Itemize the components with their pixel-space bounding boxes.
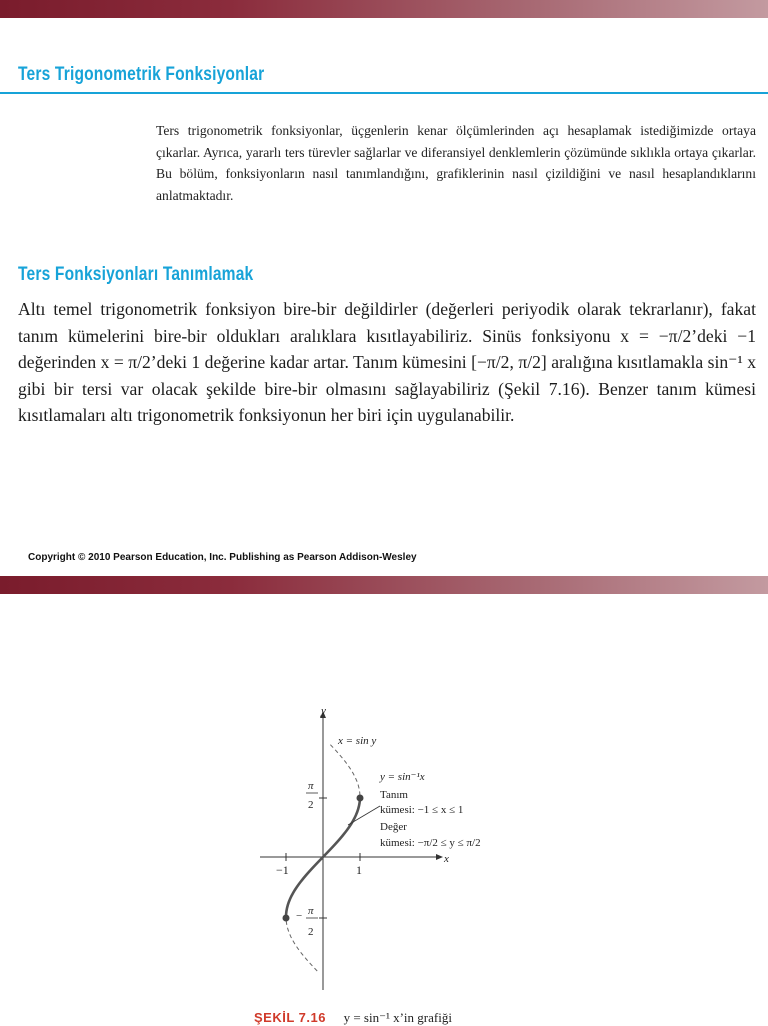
label-domain-1: Tanım [380,789,408,801]
pi-denominator-neg: 2 [308,926,314,938]
label-arcsin: y = sin⁻¹x [380,771,425,783]
top-banner-bar [0,0,768,18]
main-paragraph [18,296,756,429]
main-text: Altı temel trigonometrik fonksiyon bire-bir değildirler (değerleri periyodik olarak tekrarlanır), fakat tanım kümelerini bire-bir oldukları aralıklara kısıtlayabiliriz. Sinüs fonksiyonu x = −π/2’deki −1 değerinden x = π/2’deki 1 değerine kadar artar. Tanım kümesini [−π/2, π/2] aralığına kısıtlamakla sin⁻¹ x gibi bir tersi var olacak şekilde bire-bir olmasını sağlayabiliriz (Şekil 7.16). Benzer tanım kümesi kısıtlamaları altı trigonometrik fonksiyonun her biri için uygulanabilir. [18,299,756,425]
divider-banner-bar [0,576,768,594]
label-sin: x = sin y [338,735,377,747]
title-underline [0,92,768,94]
label-leader-line [348,806,380,825]
pi-numerator: π [308,780,314,792]
endpoint-bottom [283,915,290,922]
y-axis-label: y [321,705,326,717]
intro-text: Ters trigonometrik fonksiyonlar, üçgenlerin kenar ölçümlerinden açı hesaplamak istediğimizde ortaya çıkarlar. Ayrıca, yararlı ters türevler sağlarlar ve diferansiyel denklemlerin çözümünde sıklıkla ortaya çıkarlar. Bu bölüm, fonksiyonların nasıl tanımlandığını, grafiklerinin nasıl çizildiğini ve nasıl hesaplandıklarını anlatmaktadır. [156,123,756,203]
caption-number: ŞEKİL 7.16 [254,1010,326,1025]
tick-label-one: 1 [356,863,362,877]
section-title: Ters Trigonometrik Fonksiyonlar [18,64,265,85]
pi-denominator: 2 [308,799,314,811]
pi-numerator-neg: π [308,905,314,917]
copyright-notice: Copyright © 2010 Pearson Education, Inc. Publishing as Pearson Addison-Wesley [28,552,417,563]
label-range-1: Değer [380,821,407,833]
arcsin-graph [250,700,550,1000]
x-axis-label: x [444,853,449,865]
neg-pi-over-two-label [296,905,318,938]
pi-over-two-label [306,780,318,811]
negative-sign: − [296,910,303,922]
caption-text: y = sin⁻¹ x’in grafiği [343,1010,452,1025]
endpoint-top [357,795,364,802]
label-domain-2: kümesi: −1 ≤ x ≤ 1 [380,804,464,816]
tick-label-neg-one: −1 [276,863,289,877]
intro-paragraph [156,120,756,206]
subsection-title: Ters Fonksiyonları Tanımlamak [18,264,254,285]
label-range-2: kümesi: −π/2 ≤ y ≤ π/2 [380,837,481,849]
